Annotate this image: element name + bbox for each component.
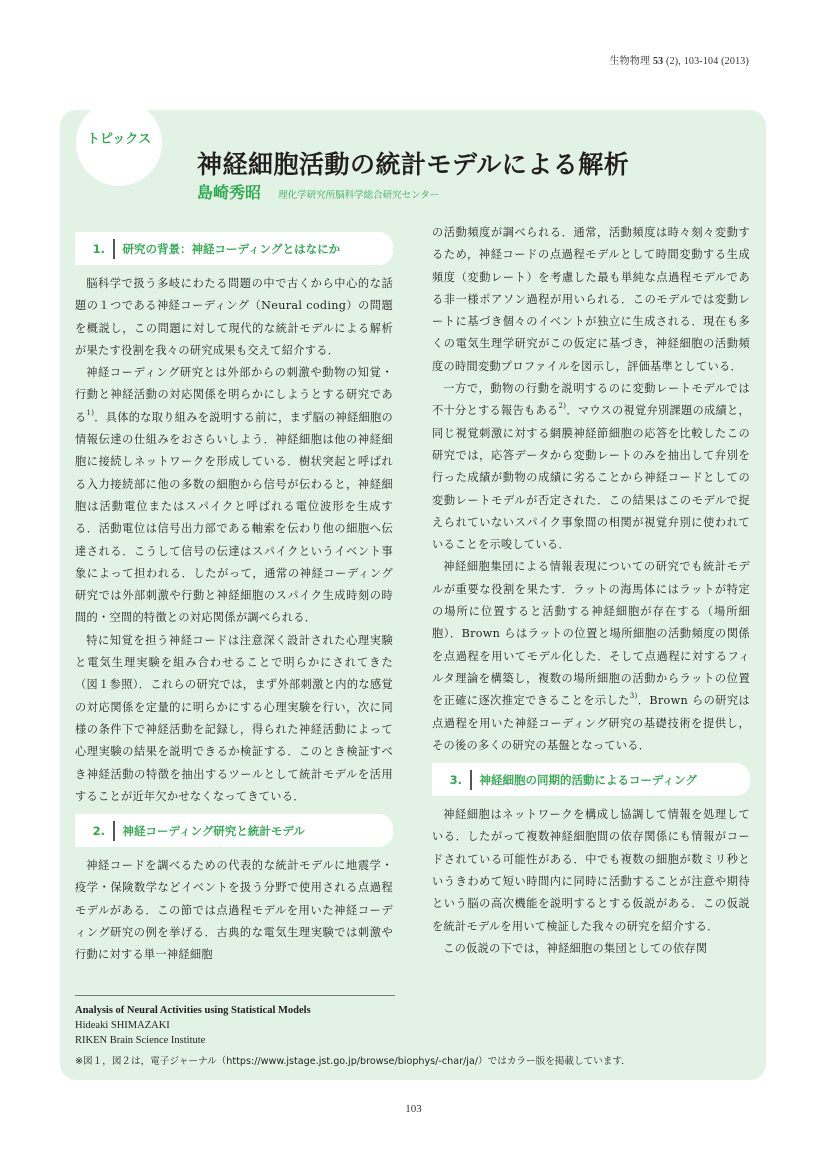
- author-affiliation: 理化学研究所脳科学総合研究センター: [278, 190, 440, 201]
- paragraph: [75, 362, 393, 630]
- paragraph: 特に知覚を担う神経コードは注意深く設計された心理実験と電気生理実験を組み合わせることで明らかにされてきた（図１参照）．これらの研究では，まず外部刺激と内的な感覚の対応関係を定量的に明らかにする心理実験を行い，次に同様の条件下で神経活動を記録し，得られた神経活動によって心理実験の結果を説明できるか検証する．このとき検証すべき神経活動の特徴を抽出するツールとして統計モデルを活用することが近年欠かせなくなってきている．: [75, 633, 393, 803]
- paragraph: [432, 556, 750, 757]
- paragraph-text: ．Brown らの研究は点過程を用いた神経コーディング研究の基礎技術を提供し，その後の多くの研究の基盤となっている．: [432, 694, 750, 752]
- section-divider: [113, 239, 115, 259]
- section-divider: [470, 770, 472, 790]
- english-author: Hideaki SHIMAZAKI: [75, 1020, 170, 1031]
- paragraph-text: 神経コーディング研究とは外部からの刺激や動物の知覚・行動と神経活動の対応関係を明らかにしようとする研究である: [75, 366, 393, 424]
- section-number: 3.: [449, 772, 462, 787]
- english-title: Analysis of Neural Activities using Statistical Models: [75, 1005, 311, 1016]
- running-header: [609, 52, 749, 67]
- paragraph-text: ．具体的な取り組みを説明する前に，まず脳の神経細胞の情報伝達の仕組みをおさらいしよう．神経細胞は他の神経細胞に接続しネットワークを形成している．樹状突起と呼ばれる入力接続部に他の多数の細胞から信号が伝わると，神経細胞は活動電位またはスパイクと呼ばれる電位波形を生成する．活動電位は信号出力部である軸索を伝わり他の細胞へ伝達される．こうして信号の伝達はスパイクというイベント事象によって担われる．したがって，通常の神経コーディング研究では外部刺激や行動と神経細胞のスパイク生成時刻の時間的・空間的特徴との対応関係が調べられる．: [75, 410, 393, 625]
- topic-tag-label: トピックス: [86, 132, 152, 147]
- reference-mark: 1): [86, 408, 95, 417]
- reference-mark: 3): [629, 692, 638, 701]
- paragraph: [432, 378, 750, 556]
- english-affiliation: RIKEN Brain Science Institute: [75, 1035, 206, 1046]
- paragraph-text: 一方で，動物の行動を説明するのに変動レートモデルでは不十分とする報告もある: [432, 382, 750, 418]
- article-title: 神経細胞活動の統計モデルによる解析: [197, 150, 630, 179]
- journal-name: 生物物理: [609, 56, 651, 67]
- section-title: 研究の背景：神経コーディングとはなにか: [122, 241, 341, 256]
- section-heading-1: [75, 232, 393, 265]
- paragraph: の活動頻度が調べられる．通常，活動頻度は時々刻々変動するため，神経コードの点過程モデルとして時間変動する生成頻度（変動レート）を考慮した最も単純な点過程モデルである非一様ポアソン過程が用いられる．このモデルでは変動レートに基づき個々のイベントが独立に生成される．現在も多くの電気生理学研究がこの仮定に基づき，神経細胞の活動頻度の時間変動プロファイルを図示し，評価基準としている．: [432, 226, 750, 373]
- section-number: 1.: [92, 241, 105, 256]
- journal-issue-pages: (2), 103-104 (2013): [666, 56, 749, 67]
- author-line: [197, 180, 439, 203]
- reference-mark: 2): [558, 402, 567, 411]
- left-column: [75, 226, 393, 967]
- paragraph: 脳科学で扱う多岐にわたる問題の中で古くから中心的な話題の１つである神経コーディング（Neural coding）の問題を概説し，この問題に対して現代的な統計モデルによる解析が果たす役割を我々の研究成果も交えて紹介する．: [75, 277, 393, 357]
- section-title: 神経細胞の同期的活動によるコーディング: [479, 772, 697, 787]
- journal-volume: 53: [652, 56, 664, 67]
- section-heading-2: [75, 814, 393, 847]
- section-title: 神経コーディング研究と統計モデル: [122, 823, 305, 838]
- author-name: 島崎秀昭: [197, 183, 262, 202]
- paragraph-text: ．マウスの視覚弁別課題の成績と，同じ視覚刺激に対する網膜神経節細胞の応答を比較したこの研究では，応答データから変動レートのみを抽出して弁別を行った成績が動物の成績に劣ることから神経コードとしての変動レートモデルが否定された．この結果はこのモデルで捉えられていないスパイク事象間の相関が視覚弁別に使われていることを示唆している．: [432, 404, 750, 552]
- section-number: 2.: [92, 823, 105, 838]
- paragraph-text: 神経細胞集団による情報表現についての研究でも統計モデルが重要な役割を果たす．ラットの海馬体にはラットが特定の場所に位置すると活動する神経細胞が存在する（場所細胞）．Brown らはラットの位置と場所細胞の活動頻度の関係を点過程を用いてモデル化した．そして点過程に対するフィルタ理論を構築し，複数の場所細胞の活動からラットの位置を正確に逐次推定できることを示した: [432, 560, 750, 708]
- english-title-block: [75, 1003, 311, 1048]
- page-number: 103: [405, 1103, 422, 1115]
- footer-rule: [75, 995, 395, 996]
- right-column: [432, 222, 750, 960]
- color-version-note: ※図１，図２は，電子ジャーナル（https://www.jstage.jst.go.jp/browse/biophys/-char/ja/）ではカラー版を掲載しています．: [75, 1056, 631, 1067]
- paragraph: この仮説の下では，神経細胞の集団としての依存関: [443, 941, 708, 955]
- paragraph: 神経コードを調べるための代表的な統計モデルに地震学・疫学・保険数学などイベントを扱う分野で使用される点過程モデルがある．この節では点過程モデルを用いた神経コーディング研究の例を挙げる．古典的な電気生理実験では刺激や行動に対する単一神経細胞: [75, 859, 393, 962]
- section-divider: [113, 821, 115, 841]
- paragraph: 神経細胞はネットワークを構成し協調して情報を処理している．したがって複数神経細胞間の依存関係にも情報がコードされている可能性がある．中でも複数の細胞が数ミリ秒というきわめて短い時間内に同時に活動することが注意や期待という脳の高次機能を説明するとする仮説がある．この仮説を統計モデルを用いて検証した我々の研究を紹介する．: [432, 808, 750, 933]
- section-heading-3: [432, 763, 750, 796]
